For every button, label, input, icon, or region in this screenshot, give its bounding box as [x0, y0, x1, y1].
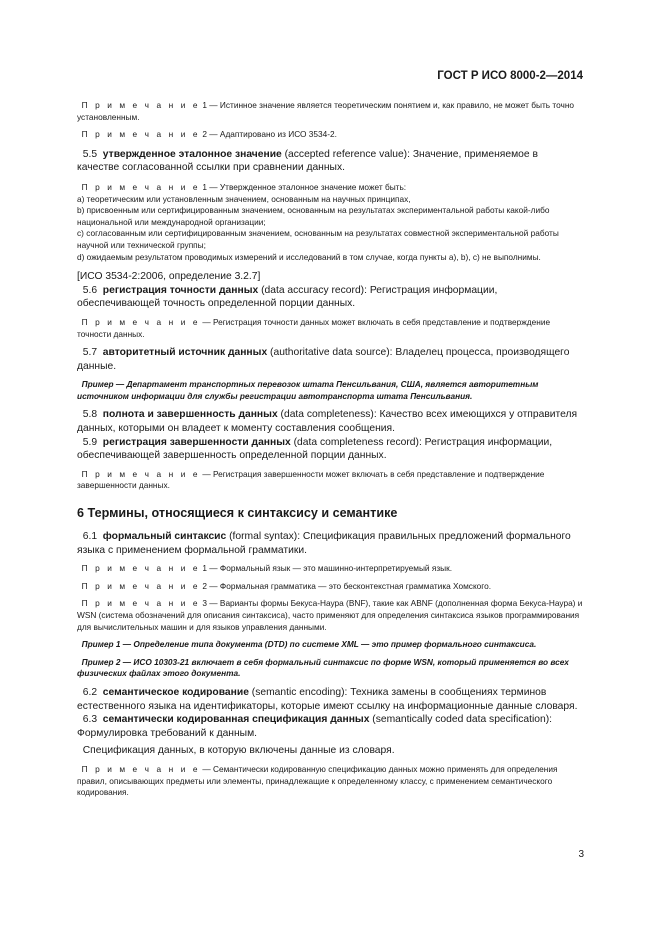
example-paragraph	[77, 657, 583, 680]
example-paragraph	[77, 639, 583, 651]
term-paragraph	[77, 686, 583, 713]
term-number: 5.9	[82, 436, 98, 448]
note-text: 2 — Формальная грамматика — это бесконтекстная грамматика Хомского.	[200, 580, 492, 591]
term-definition: (data completeness): Качество всех имеющихся у отправителя данных, которыми он владеет к моменту составления сообщения.	[77, 409, 578, 435]
note-paragraph	[77, 563, 583, 575]
list-item: а) теоретическим или установленным значением, основанным на научных принципах,	[77, 193, 411, 204]
note-label: П р и м е ч а н и е	[81, 181, 201, 192]
term-number: 6.1	[82, 531, 98, 543]
note-text: 1 — Формальный язык — это машинно-интерпретируемый язык.	[200, 563, 453, 574]
page-content	[77, 100, 583, 799]
note-label: П р и м е ч а н и е	[81, 316, 201, 327]
plain-paragraph	[77, 744, 583, 758]
note-paragraph	[77, 100, 583, 123]
note-label: П р и м е ч а н и е	[81, 563, 201, 574]
term-title: авторитетный источник данных	[102, 347, 268, 359]
list-item: c) согласованным или сертифицированным значением, основанным на результатах совместной экспериментальной работы научной или технической группы;	[77, 228, 559, 250]
note-text: 2 — Адаптировано из ИСО 3534-2.	[200, 129, 337, 140]
term-paragraph	[77, 148, 583, 175]
term-paragraph	[77, 530, 583, 557]
note-label: П р и м е ч а н и е	[81, 598, 201, 609]
term-number: 5.5	[82, 148, 98, 160]
note-paragraph	[77, 581, 583, 593]
note-paragraph	[77, 598, 583, 633]
note-text: — Регистрация точности данных может включать в себя представление и подтверждение точности данных.	[77, 316, 551, 339]
term-definition: (data accuracy record): Регистрация информации, обеспечивающей точность определенной порции данных.	[77, 284, 498, 310]
note-label: П р и м е ч а н и е	[81, 580, 201, 591]
example-text: Пример 2 — ИСО 10303-21 включает в себя формальный синтаксис по форме WSN, который применяется во всех физических файлах этого документа.	[77, 656, 569, 679]
term-number: 5.7	[82, 347, 98, 359]
note-label: П р и м е ч а н и е	[81, 100, 201, 110]
example-paragraph	[77, 379, 583, 402]
list-item: d) ожидаемым результатом проводимых измерений и исследований в том случае, когда пункты а), b), с) не выполнимы.	[77, 251, 541, 262]
example-text: Пример 1 — Определение типа документа (DTD) по системе XML — это пример формального синтаксиса.	[81, 639, 537, 650]
term-title: утвержденное эталонное значение	[102, 148, 282, 160]
note-label: П р и м е ч а н и е	[81, 129, 201, 140]
note-text: 1 — Утвержденное эталонное значение может быть:	[200, 181, 407, 192]
note-text: 1 — Истинное значение является теоретическим понятием и, как правило, не может быть точно установленным.	[77, 100, 575, 122]
paragraph-text: Спецификация данных, в которую включены данные из словаря.	[82, 745, 395, 757]
term-definition: (semantic encoding): Техника замены в сообщениях терминов естественного языка на идентификаторы, которые имеют ссылку на информационные данные словаря.	[77, 686, 578, 712]
term-number: 6.2	[82, 686, 98, 698]
term-paragraph	[77, 346, 583, 373]
note-paragraph	[77, 182, 583, 194]
term-title: полнота и завершенность данных	[102, 409, 278, 421]
term-paragraph	[77, 284, 583, 311]
page-number: 3	[578, 849, 584, 860]
note-label: П р и м е ч а н и е	[81, 763, 201, 774]
term-number: 6.3	[82, 714, 98, 726]
term-paragraph	[77, 713, 583, 740]
term-number: 5.8	[82, 409, 98, 421]
term-title: формальный синтаксис	[102, 531, 227, 543]
term-title: регистрация точности данных	[102, 284, 259, 296]
note-text: — Семантически кодированную спецификацию данных можно применять для определения правил, описывающих предметы или элементы, принадлежащие к определенному классу, с применением семантического кодирования.	[77, 763, 558, 798]
term-definition: (formal syntax): Спецификация правильных предложений формального языка с применением формальной грамматики.	[77, 531, 571, 556]
term-definition: (semantically coded data specification): Формулировка требований к данным.	[77, 714, 553, 739]
term-title: семантически кодированная спецификация данных	[102, 714, 370, 726]
note-label: П р и м е ч а н и е	[81, 468, 201, 479]
note-paragraph	[77, 469, 583, 492]
list-item: b) присвоенным или сертифицированным значением, основанным на результатах экспериментальной работы какой-либо национальной или международной организации;	[77, 205, 550, 227]
term-definition: (data completeness record): Регистрация информации, обеспечивающей завершенность определенной порции данных.	[77, 436, 553, 462]
example-text: Пример — Департамент транспортных перевозок штата Пенсильвания, США, является авторитетным источником информации для службы регистрации автотранспорта штата Пенсильвания.	[77, 379, 539, 401]
note-paragraph	[77, 317, 583, 340]
note-paragraph	[77, 764, 583, 799]
note-text: 3 — Варианты формы Бекуса-Наура (BNF), такие как ABNF (дополненная форма Бекуса-Наура) и WSN (система обозначений для описания синтаксиса), часто применяют для определения синтаксиса языков программирования для вычислительных машин и для языков управления данными.	[77, 598, 583, 632]
term-definition: (authoritative data source): Владелец процесса, производящего данные.	[77, 347, 570, 372]
document-code-header: ГОСТ Р ИСО 8000-2—2014	[437, 70, 583, 82]
term-paragraph	[77, 408, 583, 435]
term-number: 5.6	[82, 284, 98, 296]
note-text: — Регистрация завершенности может включать в себя представление и подтверждение завершенности данных.	[77, 468, 545, 491]
term-definition: (accepted reference value): Значение, применяемое в качестве согласованной ссылки при сравнении данных.	[77, 148, 538, 174]
term-title: регистрация завершенности данных	[102, 436, 291, 448]
note-paragraph	[77, 129, 583, 141]
term-title: семантическое кодирование	[102, 686, 249, 698]
section-heading: 6 Термины, относящиеся к синтаксису и семантике	[77, 506, 398, 521]
term-paragraph	[77, 436, 583, 463]
reference-paragraph: [ИСО 3534-2:2006, определение 3.2.7]	[77, 271, 261, 283]
